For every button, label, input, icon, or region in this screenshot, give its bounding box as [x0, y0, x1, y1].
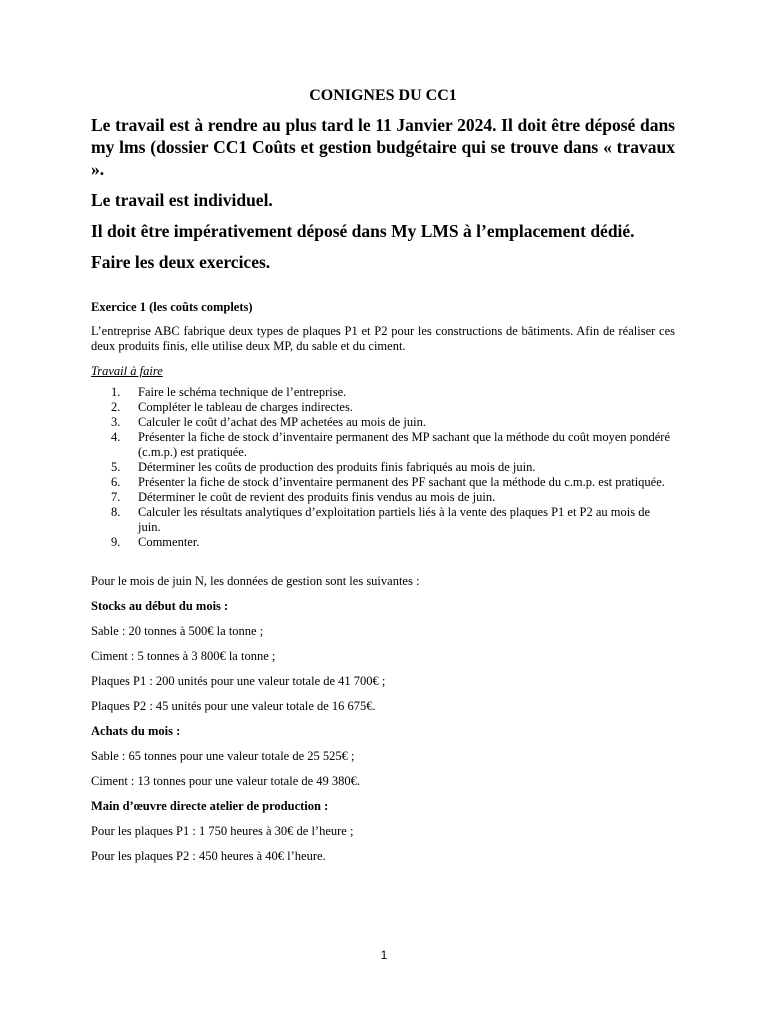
page-content	[91, 86, 675, 874]
task-number: 7.	[111, 490, 121, 504]
task-number: 1.	[111, 385, 121, 399]
stocks-heading: Stocks au début du mois :	[91, 599, 229, 613]
document-title: CONIGNES DU CC1	[309, 87, 457, 104]
exercise-intro: L’entreprise ABC fabrique deux types de plaques P1 et P2 pour les constructions de bâtiments. Afin de réaliser ces deux produits finis, elle utilise deux MP, du sable et du ciment.	[91, 324, 675, 353]
task-number: 8.	[111, 505, 121, 519]
exercise-title: Exercice 1 (les coûts complets)	[91, 300, 253, 314]
purchases-heading: Achats du mois :	[91, 724, 181, 738]
task-text: Calculer le coût d’achat des MP achetées au mois de juin.	[138, 415, 426, 429]
task-number: 9.	[111, 535, 121, 549]
task-text: Faire le schéma technique de l’entreprise.	[138, 385, 347, 399]
instruction-individual: Le travail est individuel.	[91, 190, 273, 210]
labor-heading: Main d’œuvre directe atelier de production :	[91, 799, 329, 813]
task-item	[91, 475, 675, 490]
stock-line: Plaques P2 : 45 unités pour une valeur totale de 16 675€.	[91, 699, 376, 713]
task-item	[91, 430, 675, 460]
task-number: 2.	[111, 400, 121, 414]
spacer	[91, 282, 675, 300]
stock-line: Sable : 20 tonnes à 500€ la tonne ;	[91, 624, 264, 638]
exercise-section	[91, 300, 675, 864]
task-text: Commenter.	[138, 535, 200, 549]
task-text: Présenter la fiche de stock d’inventaire permanent des PF sachant que la méthode du c.m.p. est pratiquée.	[138, 475, 665, 489]
task-item	[91, 490, 675, 505]
task-text: Compléter le tableau de charges indirectes.	[138, 400, 353, 414]
instruction-exercises: Faire les deux exercices.	[91, 252, 271, 272]
instruction-deadline: Le travail est à rendre au plus tard le 11 Janvier 2024. Il doit être déposé dans my lms (dossier CC1 Coûts et gestion budgétaire qui se trouve dans « travaux ».	[91, 115, 675, 179]
purchase-line: Sable : 65 tonnes pour une valeur totale de 25 525€ ;	[91, 749, 355, 763]
task-item	[91, 400, 675, 415]
task-number: 5.	[111, 460, 121, 474]
stock-line: Plaques P1 : 200 unités pour une valeur totale de 41 700€ ;	[91, 674, 386, 688]
task-item	[91, 385, 675, 400]
labor-line: Pour les plaques P2 : 450 heures à 40€ l’heure.	[91, 849, 326, 863]
task-item	[91, 505, 675, 535]
task-text: Calculer les résultats analytiques d’exploitation partiels liés à la vente des plaques P1 et P2 au mois de juin.	[138, 505, 651, 534]
labor-line: Pour les plaques P1 : 1 750 heures à 30€ de l’heure ;	[91, 824, 354, 838]
stock-line: Ciment : 5 tonnes à 3 800€ la tonne ;	[91, 649, 276, 663]
task-heading: Travail à faire	[91, 364, 163, 378]
instruction-deposit: Il doit être impérativement déposé dans My LMS à l’emplacement dédié.	[91, 221, 635, 241]
task-number: 6.	[111, 475, 121, 489]
purchase-line: Ciment : 13 tonnes pour une valeur totale de 49 380€.	[91, 774, 361, 788]
task-text: Déterminer les coûts de production des produits finis fabriqués au mois de juin.	[138, 460, 536, 474]
task-item	[91, 415, 675, 430]
task-text: Présenter la fiche de stock d’inventaire permanent des MP sachant que la méthode du coût moyen pondéré (c.m.p.) est pratiquée.	[138, 430, 670, 459]
task-item	[91, 460, 675, 475]
task-text: Déterminer le coût de revient des produits finis vendus au mois de juin.	[138, 490, 496, 504]
task-number: 4.	[111, 430, 121, 444]
task-item	[91, 535, 675, 550]
page-number: 1	[380, 948, 388, 962]
data-intro: Pour le mois de juin N, les données de gestion sont les suivantes :	[91, 574, 420, 588]
task-number: 3.	[111, 415, 121, 429]
task-list	[91, 385, 675, 550]
